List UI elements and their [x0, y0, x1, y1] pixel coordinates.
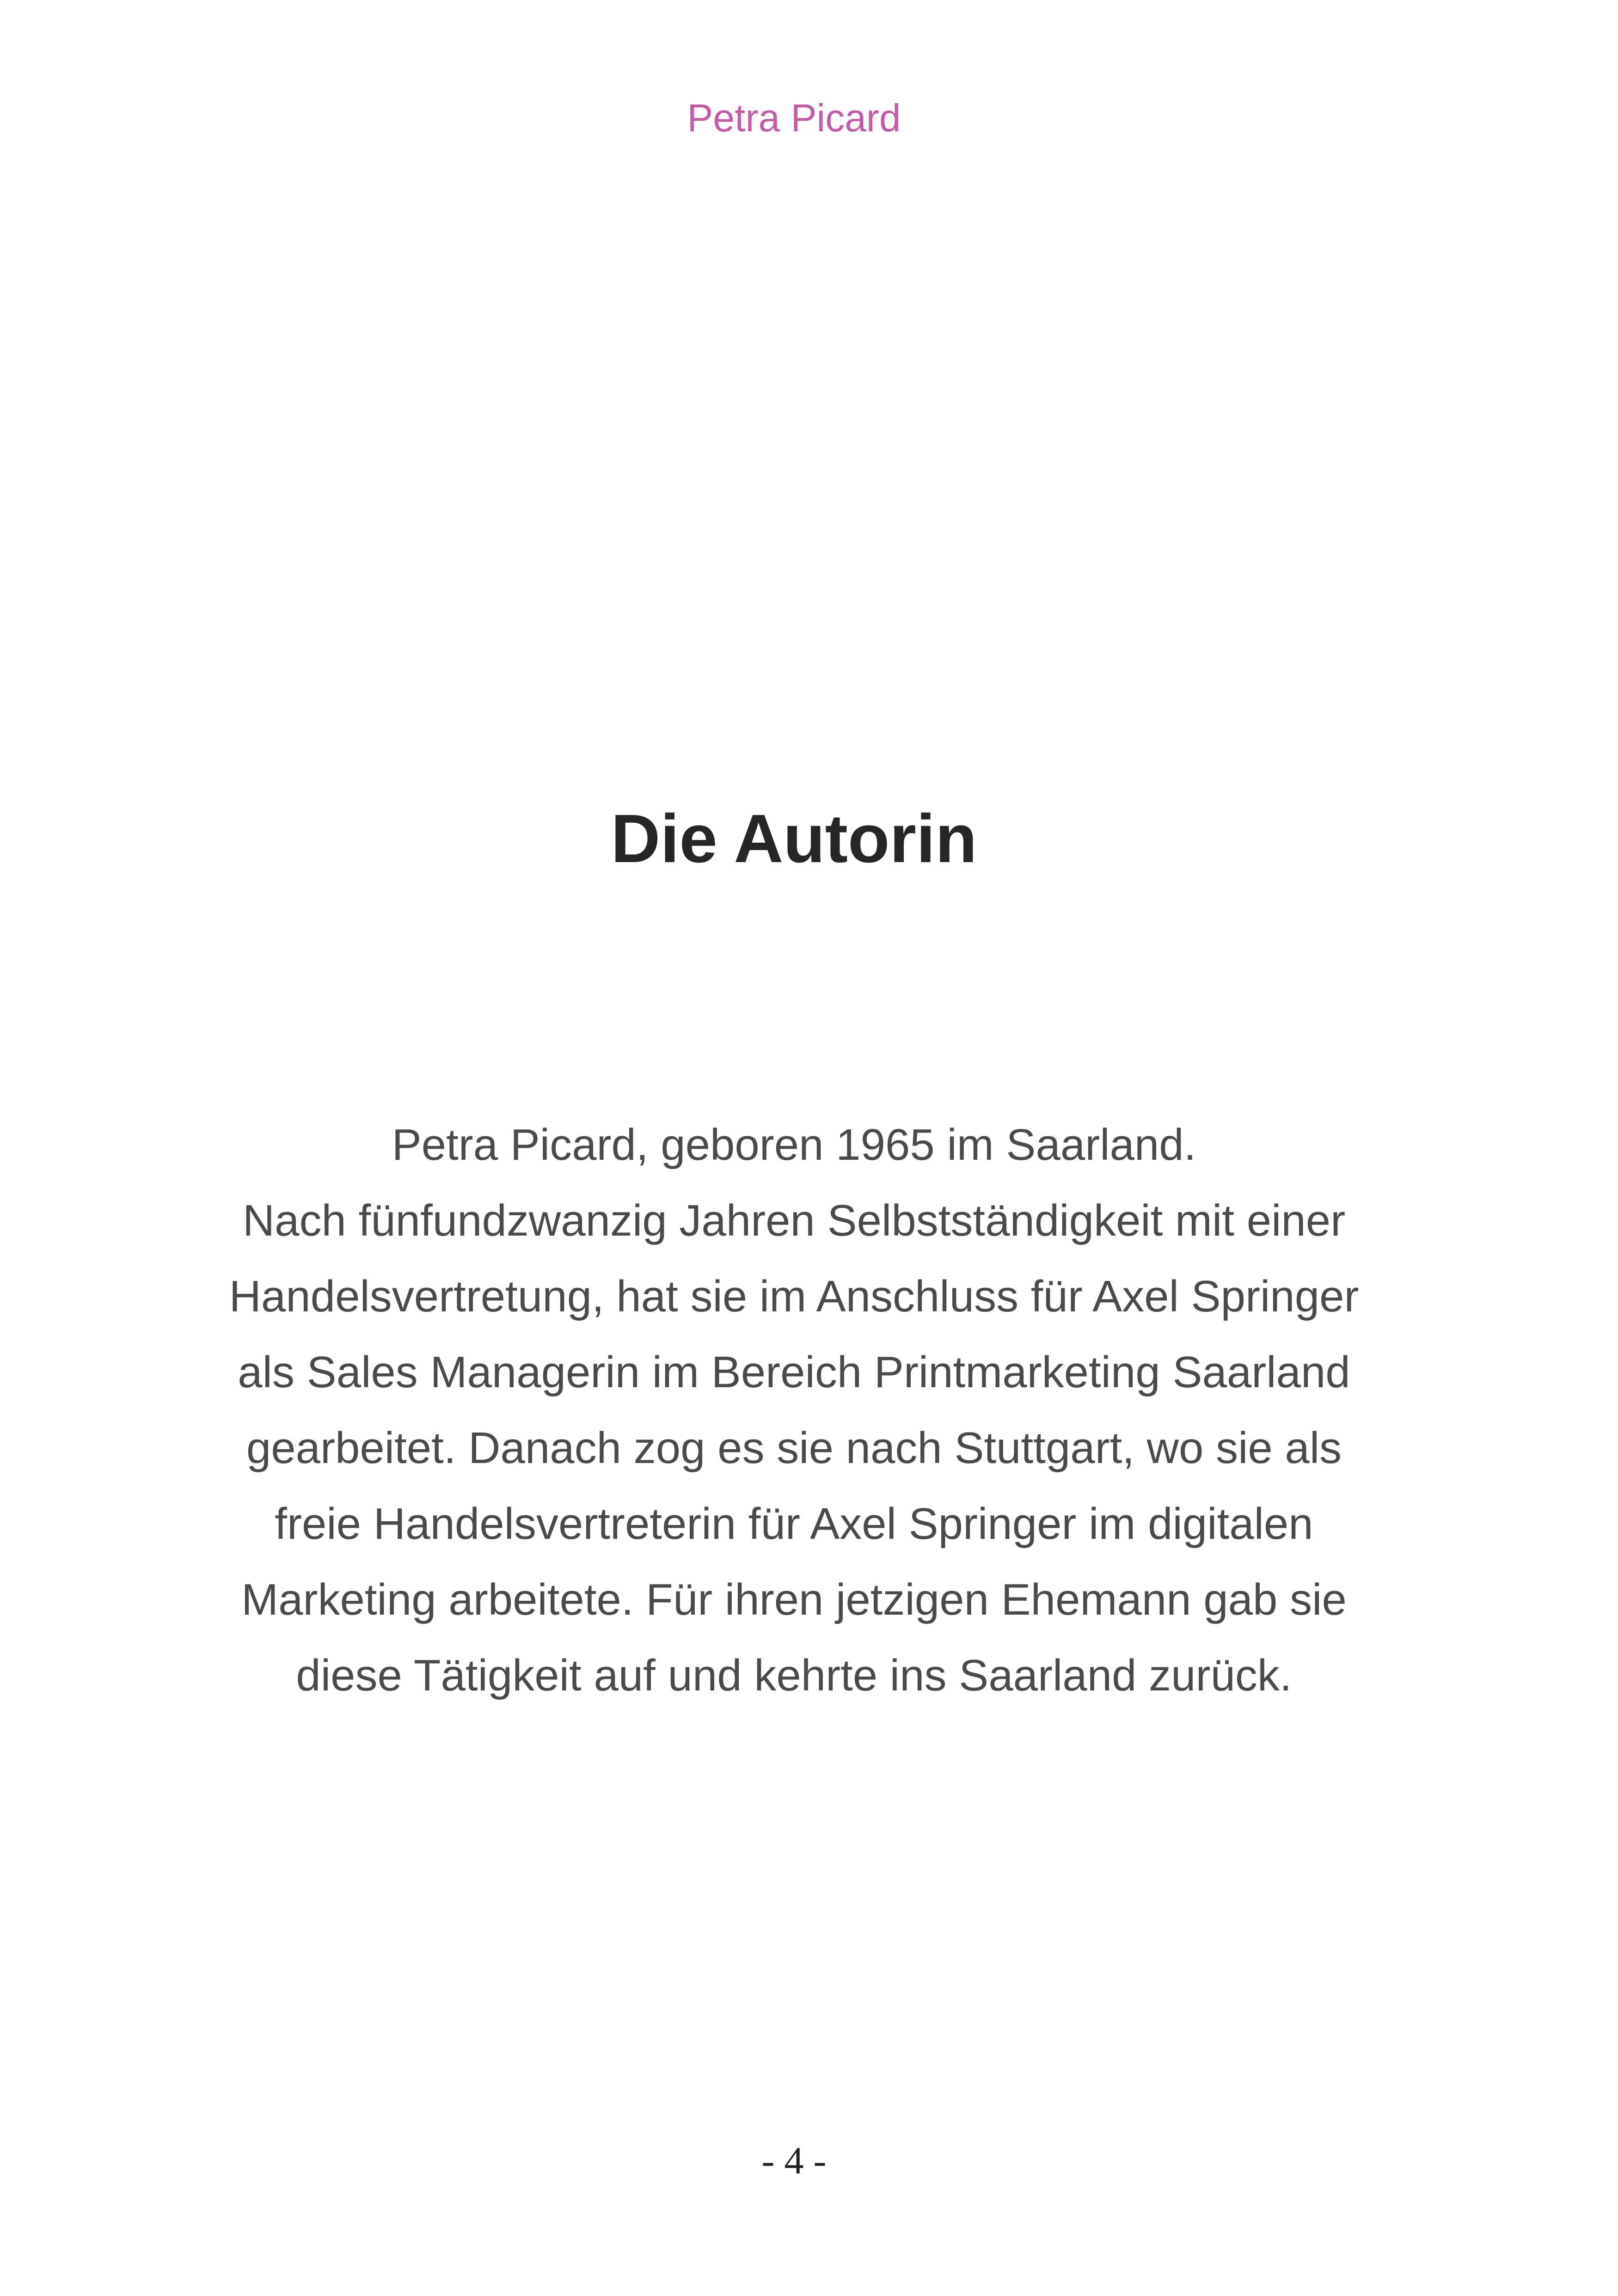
- bio-line: gearbeitet. Danach zog es sie nach Stuttgart, wo sie als: [246, 1423, 1342, 1473]
- bio-line: Handelsvertretung, hat sie im Anschluss für Axel Springer: [229, 1272, 1359, 1321]
- bio-line: Nach fünfundzwanzig Jahren Selbstständigkeit mit einer: [242, 1196, 1346, 1245]
- author-bio-paragraph: [92, 1107, 1495, 1714]
- bio-line: diese Tätigkeit auf und kehrte ins Saarland zurück.: [296, 1651, 1292, 1700]
- chapter-title: Die Autorin: [611, 801, 977, 877]
- page-number: - 4 -: [761, 2139, 827, 2182]
- bio-line: freie Handelsvertreterin für Axel Springer im digitalen: [275, 1499, 1313, 1549]
- bio-line: Petra Picard, geboren 1965 im Saarland.: [392, 1120, 1196, 1169]
- bio-line: Marketing arbeitete. Für ihren jetzigen Ehemann gab sie: [241, 1575, 1347, 1624]
- bio-line: als Sales Managerin im Bereich Printmarketing Saarland: [238, 1347, 1350, 1397]
- running-header-author: Petra Picard: [687, 96, 901, 140]
